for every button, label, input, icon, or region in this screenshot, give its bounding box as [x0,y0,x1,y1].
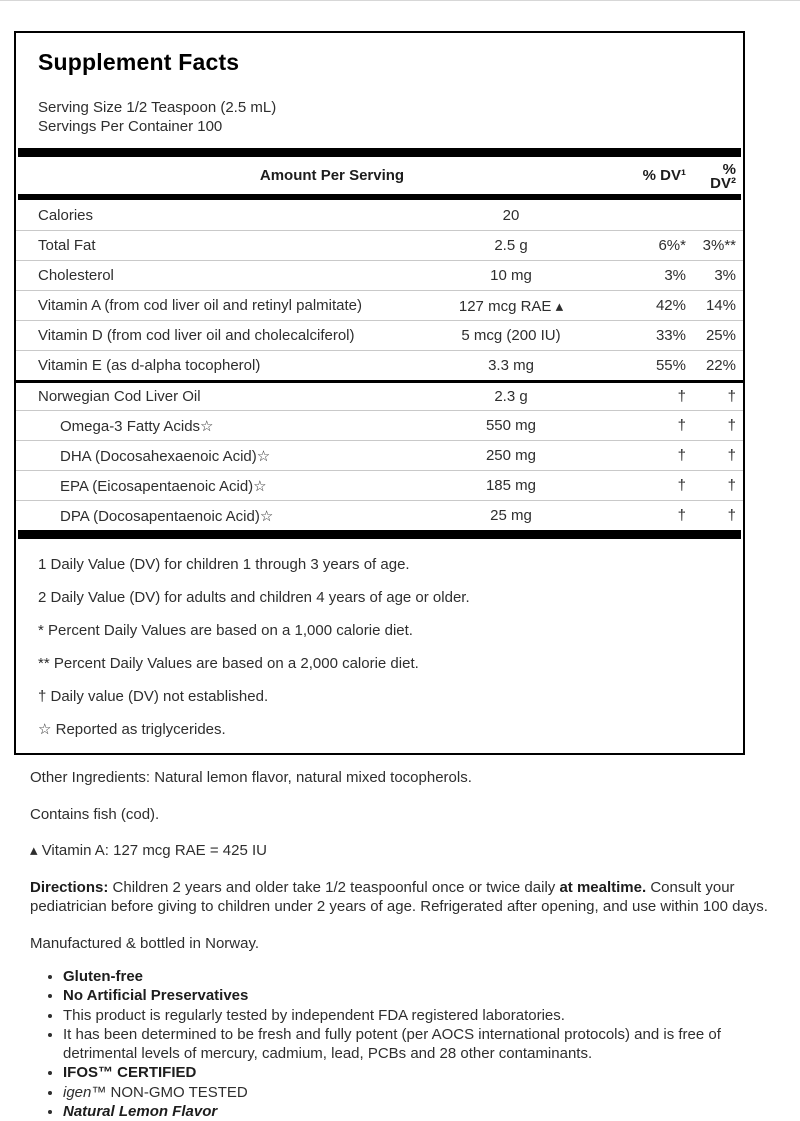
footnote: ** Percent Daily Values are based on a 2,000 calorie diet. [38,655,419,672]
nutrient-name: DPA (Docosapentaenoic Acid)☆ [60,507,274,525]
nutrient-amount: 250 mg [485,447,537,464]
table-row [16,380,743,410]
product-claims-list [30,967,782,1121]
nutrient-amount: 5 mcg (200 IU) [461,327,561,344]
panel-title: Supplement Facts [38,49,240,75]
divider-thick-bottom [18,530,741,539]
header-amount-per-serving: Amount Per Serving [259,167,405,184]
claim-text: ™ NON-GMO TESTED [91,1083,248,1101]
nutrient-dv1: 55% [655,357,686,374]
nutrient-amount: 25 mg [490,507,532,524]
nutrient-amount: 127 mcg RAE ▴ [458,297,564,315]
directions-text-segment: Consult your pediatrician before giving to children under 2 years of age. Refrigerated after opening, and use within 100 days. [30,878,768,915]
footnote: 1 Daily Value (DV) for children 1 through 3 years of age. [38,556,410,573]
claim-text: It has been determined to be fresh and fully potent (per AOCS international protocols) and is free of detrimental levels of mercury, cadmium, lead, PCBs and 28 other contaminants. [63,1025,721,1063]
footnotes-section [16,539,743,743]
nutrient-amount: 2.5 g [494,237,528,254]
claim-text: igen [63,1083,92,1101]
nutrient-amount: 3.3 mg [488,357,534,374]
nutrient-name: Vitamin A (from cod liver oil and retinyl palmitate) [38,297,363,314]
nutrient-dv1: † [677,388,686,405]
serving-size: Serving Size 1/2 Teaspoon (2.5 mL) [38,99,277,116]
servings-per-container: Servings Per Container 100 [38,118,223,135]
nutrient-amount: 10 mg [490,267,532,284]
claim-list-item [63,1102,782,1121]
nutrient-name: Vitamin E (as d-alpha tocopherol) [38,357,261,374]
claim-list-item [63,986,782,1005]
table-row [16,350,743,380]
table-row [16,230,743,260]
claim-list-item [63,1063,782,1082]
claim-text: Natural Lemon Flavor [63,1103,218,1121]
directions-bold-segment: at mealtime. [559,878,651,896]
claim-list-item [63,1025,782,1064]
table-row [16,200,743,230]
nutrient-name: Vitamin D (from cod liver oil and cholecalciferol) [38,327,355,344]
nutrient-dv2: † [727,477,736,494]
nutrient-dv2: 22% [705,357,736,374]
serving-info [38,98,721,136]
vitamin-a-note: ▴ Vitamin A: 127 mcg RAE = 425 IU [30,842,267,859]
nutrient-name: Norwegian Cod Liver Oil [38,388,201,405]
table-row [16,500,743,530]
header-dv2-line2: DV² [710,174,736,192]
nutrient-name: Cholesterol [38,267,114,284]
additional-info-section [30,768,782,1121]
directions-bold-segment: Directions: [30,878,113,896]
nutrient-dv1: † [677,417,686,434]
nutrient-dv1: † [677,477,686,494]
nutrient-dv2: 3%** [702,237,736,254]
nutrient-name: EPA (Eicosapentaenoic Acid)☆ [60,477,267,495]
nutrient-dv1: † [677,507,686,524]
table-header-row [16,157,743,194]
nutrient-amount: 185 mg [485,477,537,494]
footnote: * Percent Daily Values are based on a 1,000 calorie diet. [38,622,413,639]
nutrient-dv2: 14% [705,297,736,314]
nutrient-dv1: 3% [664,267,686,284]
manufactured-statement: Manufactured & bottled in Norway. [30,934,260,952]
allergen-statement: Contains fish (cod). [30,805,160,823]
claim-text: This product is regularly tested by independent FDA registered laboratories. [63,1006,565,1024]
table-row [16,320,743,350]
nutrient-dv1: 33% [655,327,686,344]
header-dv1: % DV¹ [642,167,686,184]
claim-list-item [63,1006,782,1025]
claim-text: IFOS™ CERTIFIED [63,1064,197,1082]
claim-text: No Artificial Preservatives [63,987,249,1005]
header-dv2-line1: % [722,160,736,178]
nutrient-dv1: 42% [655,297,686,314]
footnote: ☆ Reported as triglycerides. [38,721,226,738]
claim-text: Gluten-free [63,968,144,985]
table-row [16,470,743,500]
nutrient-dv1: † [677,447,686,464]
header-dv2 [686,161,736,191]
nutrient-dv1: 6%* [658,237,686,254]
nutrient-dv2: † [727,417,736,434]
nutrient-amount: 20 [502,206,520,224]
divider-thick-top [18,148,741,157]
claim-list-item [63,967,782,986]
nutrient-dv2: 3% [714,267,736,284]
nutrient-name: DHA (Docosahexaenoic Acid)☆ [60,447,271,465]
nutrient-dv2: † [727,507,736,524]
directions [30,878,782,917]
nutrient-dv2: 25% [705,327,736,344]
nutrient-amount: 550 mg [485,417,537,434]
directions-text-segment: Children 2 years and older take 1/2 teaspoonful once or twice daily [112,878,560,896]
nutrient-dv2: † [727,447,736,464]
nutrient-table [16,200,743,530]
table-row [16,440,743,470]
nutrient-name: Calories [38,206,94,224]
table-row [16,290,743,320]
footnote: † Daily value (DV) not established. [38,688,269,705]
nutrient-dv2: † [727,388,736,405]
other-ingredients: Other Ingredients: Natural lemon flavor, natural mixed tocopherols. [30,769,472,786]
nutrient-amount: 2.3 g [494,388,528,405]
claim-list-item [63,1083,782,1102]
supplement-facts-panel [14,31,745,755]
table-row [16,260,743,290]
table-row [16,410,743,440]
footnote: 2 Daily Value (DV) for adults and children 4 years of age or older. [38,589,470,606]
nutrient-name: Omega-3 Fatty Acids☆ [60,417,214,435]
nutrient-name: Total Fat [38,237,96,254]
